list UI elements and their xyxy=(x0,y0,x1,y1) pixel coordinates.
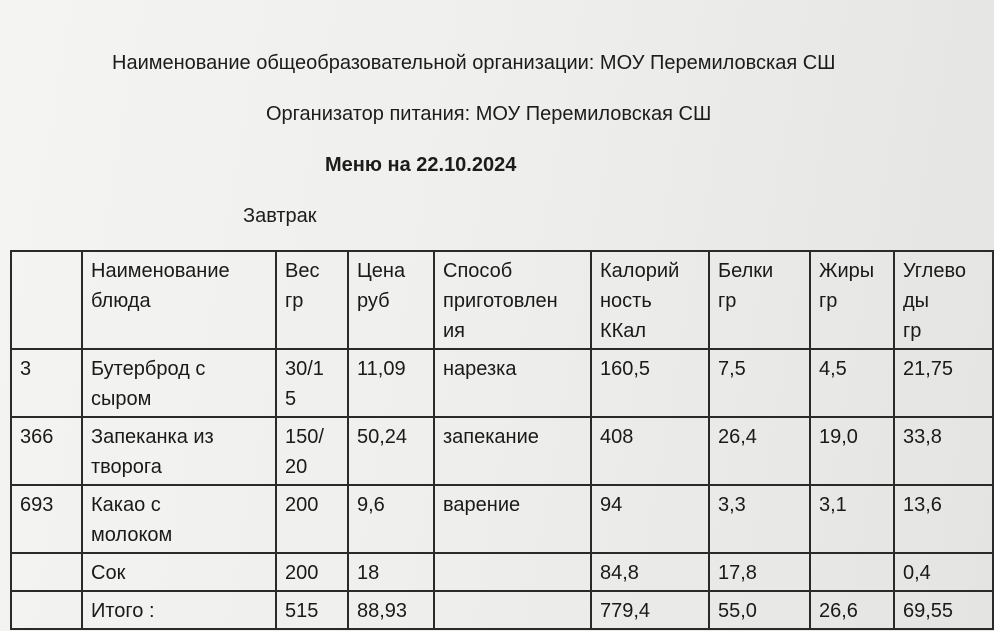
dish-kcal: 94 xyxy=(591,485,709,553)
dish-method xyxy=(434,553,591,591)
dish-method: запекание xyxy=(434,417,591,485)
dish-carbs: 13,6 xyxy=(894,485,993,553)
table-row xyxy=(11,349,993,417)
menu-date-heading: Меню на 22.10.2024 xyxy=(325,154,517,176)
total-label: Итого : xyxy=(82,591,276,629)
dish-kcal: 160,5 xyxy=(591,349,709,417)
dish-weight: 200 xyxy=(276,553,348,591)
column-header-price: Цена руб xyxy=(348,251,434,349)
header-row xyxy=(11,251,993,349)
dish-fat xyxy=(810,553,894,591)
menu-table xyxy=(10,250,994,630)
column-header-number xyxy=(11,251,82,349)
column-header-cooking-method: Способ приготовлен ия xyxy=(434,251,591,349)
dish-price: 11,09 xyxy=(348,349,434,417)
organization-title: Наименование общеобразовательной организации: МОУ Перемиловская СШ xyxy=(112,52,836,74)
dish-carbs: 21,75 xyxy=(894,349,993,417)
column-header-weight: Вес гр xyxy=(276,251,348,349)
dish-price: 50,24 xyxy=(348,417,434,485)
total-empty-cell xyxy=(11,591,82,629)
column-header-carbs: Углево ды гр xyxy=(894,251,993,349)
total-method-empty xyxy=(434,591,591,629)
column-header-fat: Жиры гр xyxy=(810,251,894,349)
total-price: 88,93 xyxy=(348,591,434,629)
meal-label: Завтрак xyxy=(243,205,317,227)
column-header-calories: Калорий ность ККал xyxy=(591,251,709,349)
total-weight: 515 xyxy=(276,591,348,629)
column-header-protein: Белки гр xyxy=(709,251,810,349)
dish-number: 3 xyxy=(11,349,82,417)
dish-protein: 7,5 xyxy=(709,349,810,417)
total-kcal: 779,4 xyxy=(591,591,709,629)
dish-number: 366 xyxy=(11,417,82,485)
dish-name: Запеканка из творога xyxy=(82,417,276,485)
dish-weight: 150/ 20 xyxy=(276,417,348,485)
dish-carbs: 33,8 xyxy=(894,417,993,485)
dish-carbs: 0,4 xyxy=(894,553,993,591)
caterer-line: Организатор питания: МОУ Перемиловская СШ xyxy=(266,103,712,125)
dish-protein: 3,3 xyxy=(709,485,810,553)
table-row xyxy=(11,553,993,591)
column-header-dish-name: Наименование блюда xyxy=(82,251,276,349)
dish-kcal: 408 xyxy=(591,417,709,485)
dish-kcal: 84,8 xyxy=(591,553,709,591)
dish-name: Бутерброд с сыром xyxy=(82,349,276,417)
total-fat: 26,6 xyxy=(810,591,894,629)
total-carbs: 69,55 xyxy=(894,591,993,629)
dish-fat: 19,0 xyxy=(810,417,894,485)
dish-number xyxy=(11,553,82,591)
dish-price: 9,6 xyxy=(348,485,434,553)
dish-weight: 200 xyxy=(276,485,348,553)
dish-method: нарезка xyxy=(434,349,591,417)
dish-fat: 3,1 xyxy=(810,485,894,553)
total-protein: 55,0 xyxy=(709,591,810,629)
dish-weight: 30/1 5 xyxy=(276,349,348,417)
dish-number: 693 xyxy=(11,485,82,553)
table-row xyxy=(11,485,993,553)
dish-name: Какао с молоком xyxy=(82,485,276,553)
dish-price: 18 xyxy=(348,553,434,591)
dish-protein: 17,8 xyxy=(709,553,810,591)
dish-method: варение xyxy=(434,485,591,553)
table-row xyxy=(11,417,993,485)
dish-name: Сок xyxy=(82,553,276,591)
total-row xyxy=(11,591,993,629)
dish-protein: 26,4 xyxy=(709,417,810,485)
dish-fat: 4,5 xyxy=(810,349,894,417)
